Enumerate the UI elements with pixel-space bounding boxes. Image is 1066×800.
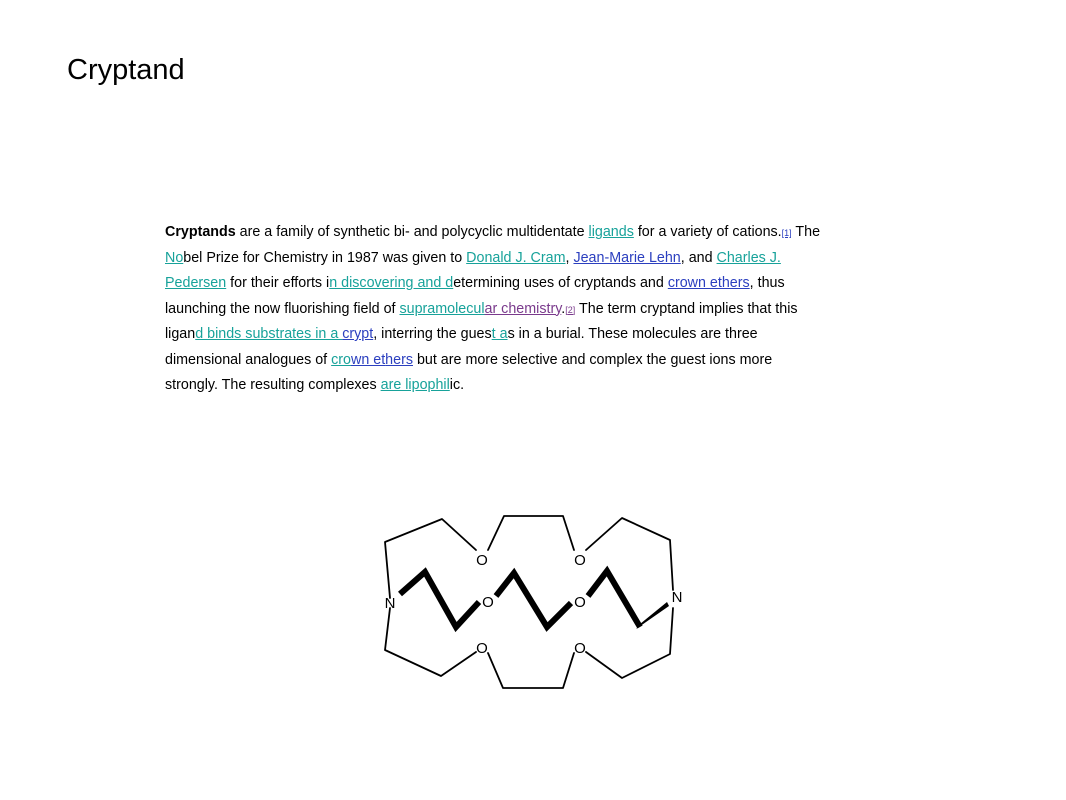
atom-o-top-right: O: [574, 552, 586, 569]
ref-link-1[interactable]: [1]: [781, 228, 792, 238]
middle-bridge-bond-right: [588, 571, 640, 627]
ref-link-2[interactable]: [2]: [565, 304, 576, 315]
link-pedersen[interactable]: Pedersen: [165, 275, 227, 291]
top-bridge-bond-middle: [488, 516, 574, 550]
link-jean-marie-lehn[interactable]: Jean-Marie Lehn: [573, 249, 681, 266]
link-crypt[interactable]: crypt: [342, 326, 374, 342]
term-cryptands: Cryptands: [165, 224, 236, 240]
wedge-bond: [636, 602, 669, 629]
article-line-2: Nobel Prize for Chemistry in 1987 was given to Donald J. Cram, Jean-Marie Lehn, and Charles J.: [165, 249, 781, 266]
link-crown-ethers-2a[interactable]: cro: [331, 351, 351, 368]
article-line-1: Cryptands are a family of synthetic bi- and polycyclic multidentate ligands for a variety of cations.[1] The: [165, 224, 821, 240]
link-crown-ethers[interactable]: crown ethers: [667, 275, 750, 291]
article-line-5: ligand binds substrates in a crypt, interring the guest as in a burial. These molecules are three: [165, 326, 758, 342]
article-body: [165, 220, 910, 399]
bottom-bridge-bond-middle: [488, 653, 574, 688]
link-supramolecular-chemistry[interactable]: ar chemistry: [484, 300, 562, 317]
link-nobel[interactable]: No: [165, 249, 184, 266]
cryptand-structure-diagram: [378, 506, 698, 696]
atom-o-top-left: O: [476, 552, 488, 569]
middle-bridge-bond-left: [400, 572, 479, 627]
atom-o-middle-left: O: [482, 594, 494, 611]
link-lipophilic[interactable]: are lipophil: [380, 377, 450, 393]
link-crown-ethers-2c[interactable]: hers: [385, 351, 413, 368]
bottom-bridge-bond-right: [586, 608, 673, 678]
middle-bridge-bond-center: [496, 573, 571, 627]
link-binds-substrates[interactable]: d binds substrates in a: [195, 326, 343, 342]
link-supramolecular[interactable]: supramolecul: [399, 300, 485, 317]
article-line-3: Pedersen for their efforts in discovering and determining uses of cryptands and crown ethers, thus: [165, 275, 785, 291]
link-crown-ethers-2b[interactable]: wn et: [351, 351, 386, 368]
atom-o-middle-right: O: [574, 594, 586, 611]
article-line-4: launching the now fluorishing field of supramolecular chemistry.[2] The term cryptand implies that this: [165, 300, 798, 317]
link-discovering[interactable]: n discovering and d: [329, 275, 454, 291]
atom-o-bottom-right: O: [574, 640, 586, 657]
slide-title: Cryptand: [67, 54, 185, 86]
link-charles-pedersen[interactable]: Charles J.: [716, 249, 781, 266]
atom-o-bottom-left: O: [476, 640, 488, 657]
link-donald-cram[interactable]: Donald J. Cram: [466, 249, 566, 266]
article-line-6: dimensional analogues of crown ethers but are more selective and complex the guest ions more: [165, 351, 773, 368]
atom-n-right: N: [671, 589, 683, 606]
link-guest[interactable]: t a: [491, 326, 508, 342]
link-ligands[interactable]: ligands: [588, 224, 634, 240]
article-line-7: strongly. The resulting complexes are lipophilic.: [165, 377, 465, 393]
atom-n-left: N: [384, 595, 396, 612]
